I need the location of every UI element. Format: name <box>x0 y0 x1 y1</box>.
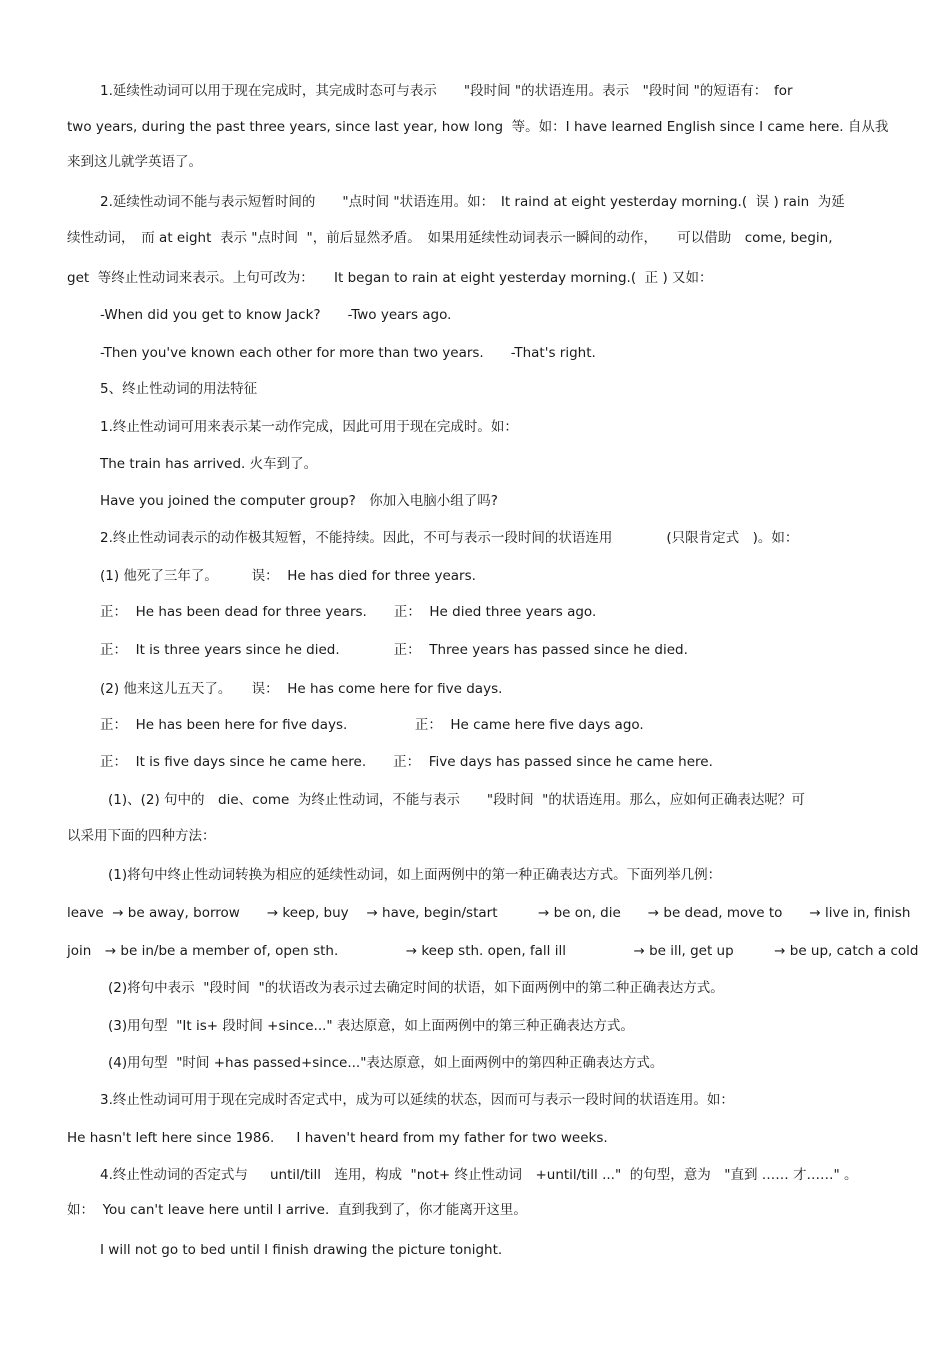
example-line: 正： It is three years since he died. 正： Three years has passed since he died. <box>100 642 688 658</box>
example-line: (1) 他死了三年了。 误： He has died for three years. <box>100 568 476 584</box>
method-line: (1)将句中终止性动词转换为相应的延续性动词，如上面两例中的第一种正确表达方式。下面列举几例： <box>108 867 722 883</box>
paragraph-line: 2.延续性动词不能与表示短暂时间的 "点时间 "状语连用。如： It raind at eight yesterday morning.( 误 ) rain 为延 <box>100 194 845 210</box>
verb-pair-line: leave → be away, borrow → keep, buy → have, begin/start → be on, die → be dead, move to → live in, finish <box>67 905 911 921</box>
paragraph-line: 2.终止性动词表示的动作极其短暂，不能持续。因此，不可与表示一段时间的状语连用 (只限肯定式 )。如： <box>100 530 799 546</box>
example-line: 如： You can't leave here until I arrive. 直到我到了，你才能离开这里。 <box>67 1202 527 1218</box>
example-line: (2) 他来这儿五天了。 误： He has come here for five days. <box>100 681 503 697</box>
example-line: 正： It is five days since he came here. 正： Five days has passed since he came here. <box>100 754 713 770</box>
paragraph-line: 4.终止性动词的否定式与 until/till 连用，构成 "not+ 终止性动词 +until/till ..." 的句型，意为 "直到 …… 才……" 。 <box>100 1167 858 1183</box>
section-heading: 5、终止性动词的用法特征 <box>100 381 258 397</box>
method-line: (3)用句型 "It is+ 段时间 +since..." 表达原意，如上面两例中的第三种正确表达方式。 <box>108 1018 634 1034</box>
example-line: I will not go to bed until I finish drawing the picture tonight. <box>100 1242 503 1258</box>
paragraph-line: get 等终止性动词来表示。上句可改为： It began to rain at eight yesterday morning.( 正 ) 又如： <box>67 270 713 286</box>
example-line: 正： He has been dead for three years. 正： He died three years ago. <box>100 604 597 620</box>
example-line: He hasn't left here since 1986. I haven't heard from my father for two weeks. <box>67 1130 608 1146</box>
paragraph-line: 3.终止性动词可用于现在完成时否定式中，成为可以延续的状态，因而可与表示一段时间的状语连用。如： <box>100 1092 734 1108</box>
method-line: (4)用句型 "时间 +has passed+since..."表达原意，如上面两例中的第四种正确表达方式。 <box>108 1055 664 1071</box>
paragraph-line: (1)、(2) 句中的 die、come 为终止性动词，不能与表示 "段时间 "的状语连用。那么，应如何正确表达呢？可 <box>108 792 805 808</box>
paragraph-line: 续性动词， 而 at eight 表示 "点时间 "，前后显然矛盾。 如果用延续性动词表示一瞬间的动作， 可以借助 come, begin, <box>67 230 833 246</box>
method-line: (2)将句中表示 "段时间 "的状语改为表示过去确定时间的状语，如下面两例中的第二种正确表达方式。 <box>108 980 724 996</box>
example-line: 正： He has been here for five days. 正： He came here five days ago. <box>100 717 644 733</box>
paragraph-line: two years, during the past three years, since last year, how long 等。如：I have learned English since I came here. 自从我 <box>67 119 889 135</box>
paragraph-line: 1.终止性动词可用来表示某一动作完成，因此可用于现在完成时。如： <box>100 419 518 435</box>
dialogue-line: -When did you get to know Jack? -Two years ago. <box>100 307 452 323</box>
paragraph-line: 以采用下面的四种方法： <box>67 828 216 844</box>
example-line: The train has arrived. 火车到了。 <box>100 456 318 472</box>
dialogue-line: -Then you've known each other for more than two years. -That's right. <box>100 345 596 361</box>
verb-pair-line: join → be in/be a member of, open sth. → keep sth. open, fall ill → be ill, get up → be up, catch a cold <box>67 943 919 959</box>
example-line: Have you joined the computer group? 你加入电脑小组了吗? <box>100 493 498 509</box>
paragraph-line: 1.延续性动词可以用于现在完成时，其完成时态可与表示 "段时间 "的状语连用。表示 "段时间 "的短语有： for <box>100 83 793 99</box>
paragraph-line: 来到这儿就学英语了。 <box>67 154 202 170</box>
